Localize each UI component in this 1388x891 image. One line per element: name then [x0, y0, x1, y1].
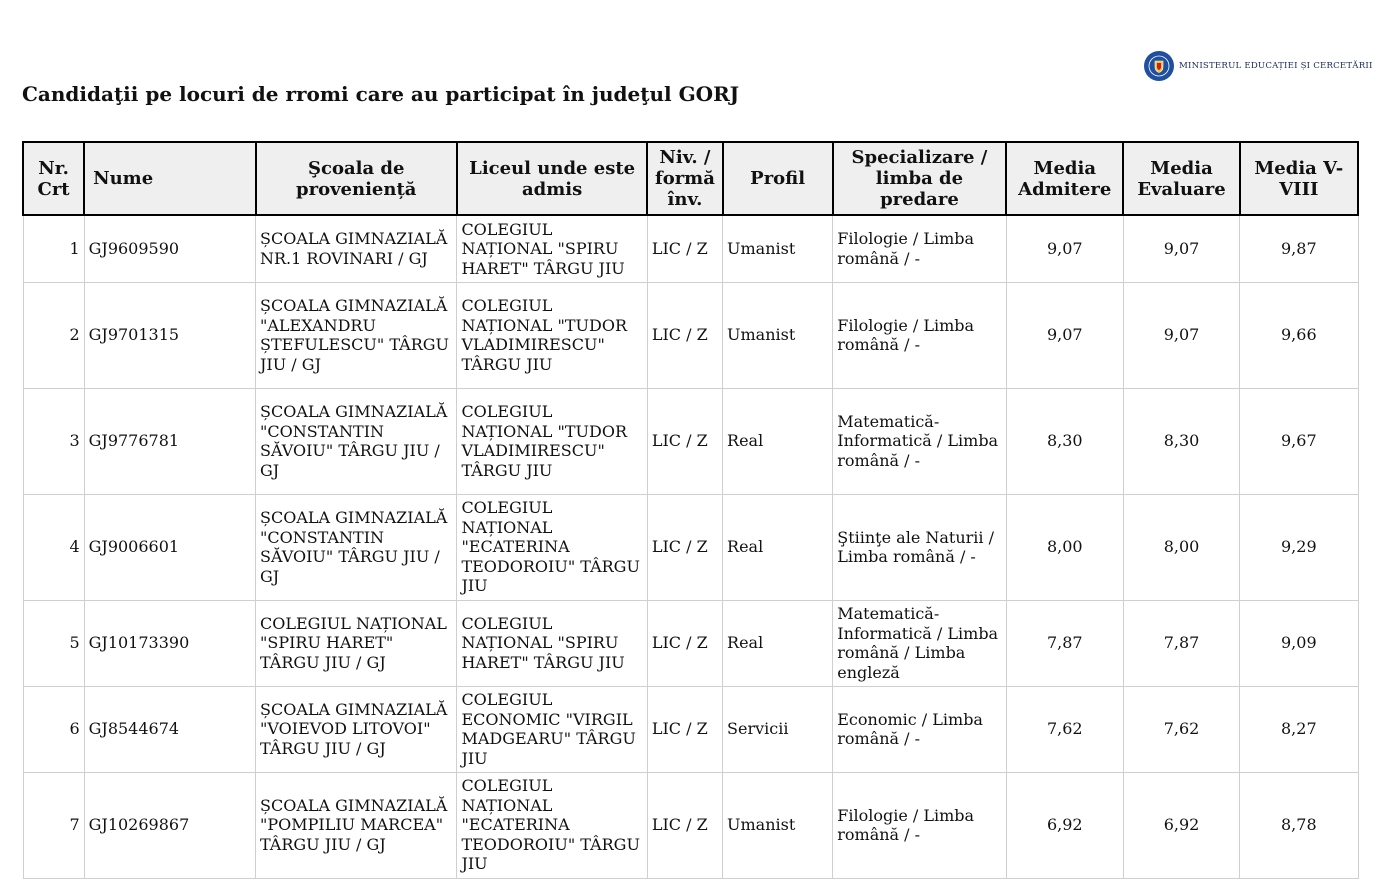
evaluation-average-cell: 9,07 [1123, 282, 1239, 388]
education-level-cell: LIC / Z [647, 600, 722, 686]
evaluation-average-cell: 8,00 [1123, 494, 1239, 600]
row-number-cell: 1 [23, 215, 84, 282]
profile-cell: Umanist [723, 282, 833, 388]
evaluation-average-cell: 6,92 [1123, 772, 1239, 878]
education-level-cell: LIC / Z [647, 388, 722, 494]
admitted-highschool-cell: COLEGIUL NAȚIONAL "ECATERINA TEODOROIU" TÂRGU JIU [457, 772, 647, 878]
column-header[interactable]: Şcoala de proveniență [256, 142, 457, 215]
row-number-cell: 7 [23, 772, 84, 878]
education-level-cell: LIC / Z [647, 494, 722, 600]
specialization-cell: Matematică-Informatică / Limba română / Limba engleză [833, 600, 1006, 686]
specialization-cell: Ştiinţe ale Naturii / Limba română / - [833, 494, 1006, 600]
table-body [23, 215, 1358, 878]
admission-average-cell: 7,62 [1006, 686, 1123, 772]
admitted-highschool-cell: COLEGIUL NAȚIONAL "ECATERINA TEODOROIU" TÂRGU JIU [457, 494, 647, 600]
row-number-cell: 5 [23, 600, 84, 686]
grades-5-8-average-cell: 9,87 [1240, 215, 1358, 282]
row-number-cell: 3 [23, 388, 84, 494]
candidate-code-cell: GJ9609590 [84, 215, 255, 282]
school-of-origin-cell: COLEGIUL NAȚIONAL "SPIRU HARET" TÂRGU JIU / GJ [256, 600, 457, 686]
education-level-cell: LIC / Z [647, 215, 722, 282]
row-number-cell: 4 [23, 494, 84, 600]
specialization-cell: Economic / Limba română / - [833, 686, 1006, 772]
grades-5-8-average-cell: 8,78 [1240, 772, 1358, 878]
table-row [23, 686, 1358, 772]
column-header[interactable]: Media V-VIII [1240, 142, 1358, 215]
profile-cell: Umanist [723, 215, 833, 282]
admission-average-cell: 7,87 [1006, 600, 1123, 686]
candidate-code-cell: GJ10173390 [84, 600, 255, 686]
school-of-origin-cell: ȘCOALA GIMNAZIALĂ "VOIEVOD LITOVOI" TÂRGU JIU / GJ [256, 686, 457, 772]
education-level-cell: LIC / Z [647, 772, 722, 878]
school-of-origin-cell: ȘCOALA GIMNAZIALĂ "ALEXANDRU ȘTEFULESCU" TÂRGU JIU / GJ [256, 282, 457, 388]
page-title: Candidaţii pe locuri de rromi care au participat în judeţul GORJ [22, 82, 740, 106]
column-header[interactable]: Niv. / formă înv. [647, 142, 722, 215]
admitted-highschool-cell: COLEGIUL NAȚIONAL "SPIRU HARET" TÂRGU JIU [457, 215, 647, 282]
admitted-highschool-cell: COLEGIUL ECONOMIC "VIRGIL MADGEARU" TÂRGU JIU [457, 686, 647, 772]
specialization-cell: Filologie / Limba română / - [833, 215, 1006, 282]
education-level-cell: LIC / Z [647, 686, 722, 772]
candidate-code-cell: GJ8544674 [84, 686, 255, 772]
ministry-name: MINISTERUL EDUCAȚIEI ȘI CERCETĂRII [1179, 61, 1373, 71]
column-header[interactable]: Liceul unde este admis [457, 142, 647, 215]
education-level-cell: LIC / Z [647, 282, 722, 388]
specialization-cell: Matematică-Informatică / Limba română / - [833, 388, 1006, 494]
grades-5-8-average-cell: 9,67 [1240, 388, 1358, 494]
row-number-cell: 2 [23, 282, 84, 388]
school-of-origin-cell: ȘCOALA GIMNAZIALĂ NR.1 ROVINARI / GJ [256, 215, 457, 282]
column-header[interactable]: Nr. Crt [23, 142, 84, 215]
column-header[interactable]: Specializare / limba de predare [833, 142, 1006, 215]
evaluation-average-cell: 8,30 [1123, 388, 1239, 494]
admitted-highschool-cell: COLEGIUL NAȚIONAL "SPIRU HARET" TÂRGU JIU [457, 600, 647, 686]
admitted-highschool-cell: COLEGIUL NAȚIONAL "TUDOR VLADIMIRESCU" TÂRGU JIU [457, 388, 647, 494]
specialization-cell: Filologie / Limba română / - [833, 772, 1006, 878]
candidate-code-cell: GJ9006601 [84, 494, 255, 600]
profile-cell: Real [723, 600, 833, 686]
column-header[interactable]: Nume [84, 142, 255, 215]
table-row [23, 494, 1358, 600]
admission-average-cell: 8,30 [1006, 388, 1123, 494]
table-row [23, 388, 1358, 494]
admission-average-cell: 8,00 [1006, 494, 1123, 600]
column-header[interactable]: Media Admitere [1006, 142, 1123, 215]
admission-average-cell: 9,07 [1006, 282, 1123, 388]
column-header[interactable]: Profil [723, 142, 833, 215]
table-row [23, 772, 1358, 878]
grades-5-8-average-cell: 8,27 [1240, 686, 1358, 772]
admission-average-cell: 6,92 [1006, 772, 1123, 878]
evaluation-average-cell: 7,87 [1123, 600, 1239, 686]
profile-cell: Umanist [723, 772, 833, 878]
table-row [23, 215, 1358, 282]
candidate-code-cell: GJ9701315 [84, 282, 255, 388]
table-header-row [23, 142, 1358, 215]
candidate-code-cell: GJ10269867 [84, 772, 255, 878]
table-row [23, 282, 1358, 388]
evaluation-average-cell: 7,62 [1123, 686, 1239, 772]
table-row [23, 600, 1358, 686]
school-of-origin-cell: ȘCOALA GIMNAZIALĂ "CONSTANTIN SĂVOIU" TÂRGU JIU / GJ [256, 494, 457, 600]
profile-cell: Real [723, 388, 833, 494]
admitted-highschool-cell: COLEGIUL NAȚIONAL "TUDOR VLADIMIRESCU" TÂRGU JIU [457, 282, 647, 388]
column-header[interactable]: Media Evaluare [1123, 142, 1239, 215]
candidates-table [22, 141, 1359, 879]
ministry-logo [1144, 51, 1373, 81]
school-of-origin-cell: ȘCOALA GIMNAZIALĂ "CONSTANTIN SĂVOIU" TÂRGU JIU / GJ [256, 388, 457, 494]
row-number-cell: 6 [23, 686, 84, 772]
coat-of-arms-icon [1144, 51, 1174, 81]
admission-average-cell: 9,07 [1006, 215, 1123, 282]
grades-5-8-average-cell: 9,66 [1240, 282, 1358, 388]
evaluation-average-cell: 9,07 [1123, 215, 1239, 282]
grades-5-8-average-cell: 9,09 [1240, 600, 1358, 686]
candidate-code-cell: GJ9776781 [84, 388, 255, 494]
specialization-cell: Filologie / Limba română / - [833, 282, 1006, 388]
grades-5-8-average-cell: 9,29 [1240, 494, 1358, 600]
profile-cell: Servicii [723, 686, 833, 772]
school-of-origin-cell: ȘCOALA GIMNAZIALĂ "POMPILIU MARCEA" TÂRGU JIU / GJ [256, 772, 457, 878]
profile-cell: Real [723, 494, 833, 600]
